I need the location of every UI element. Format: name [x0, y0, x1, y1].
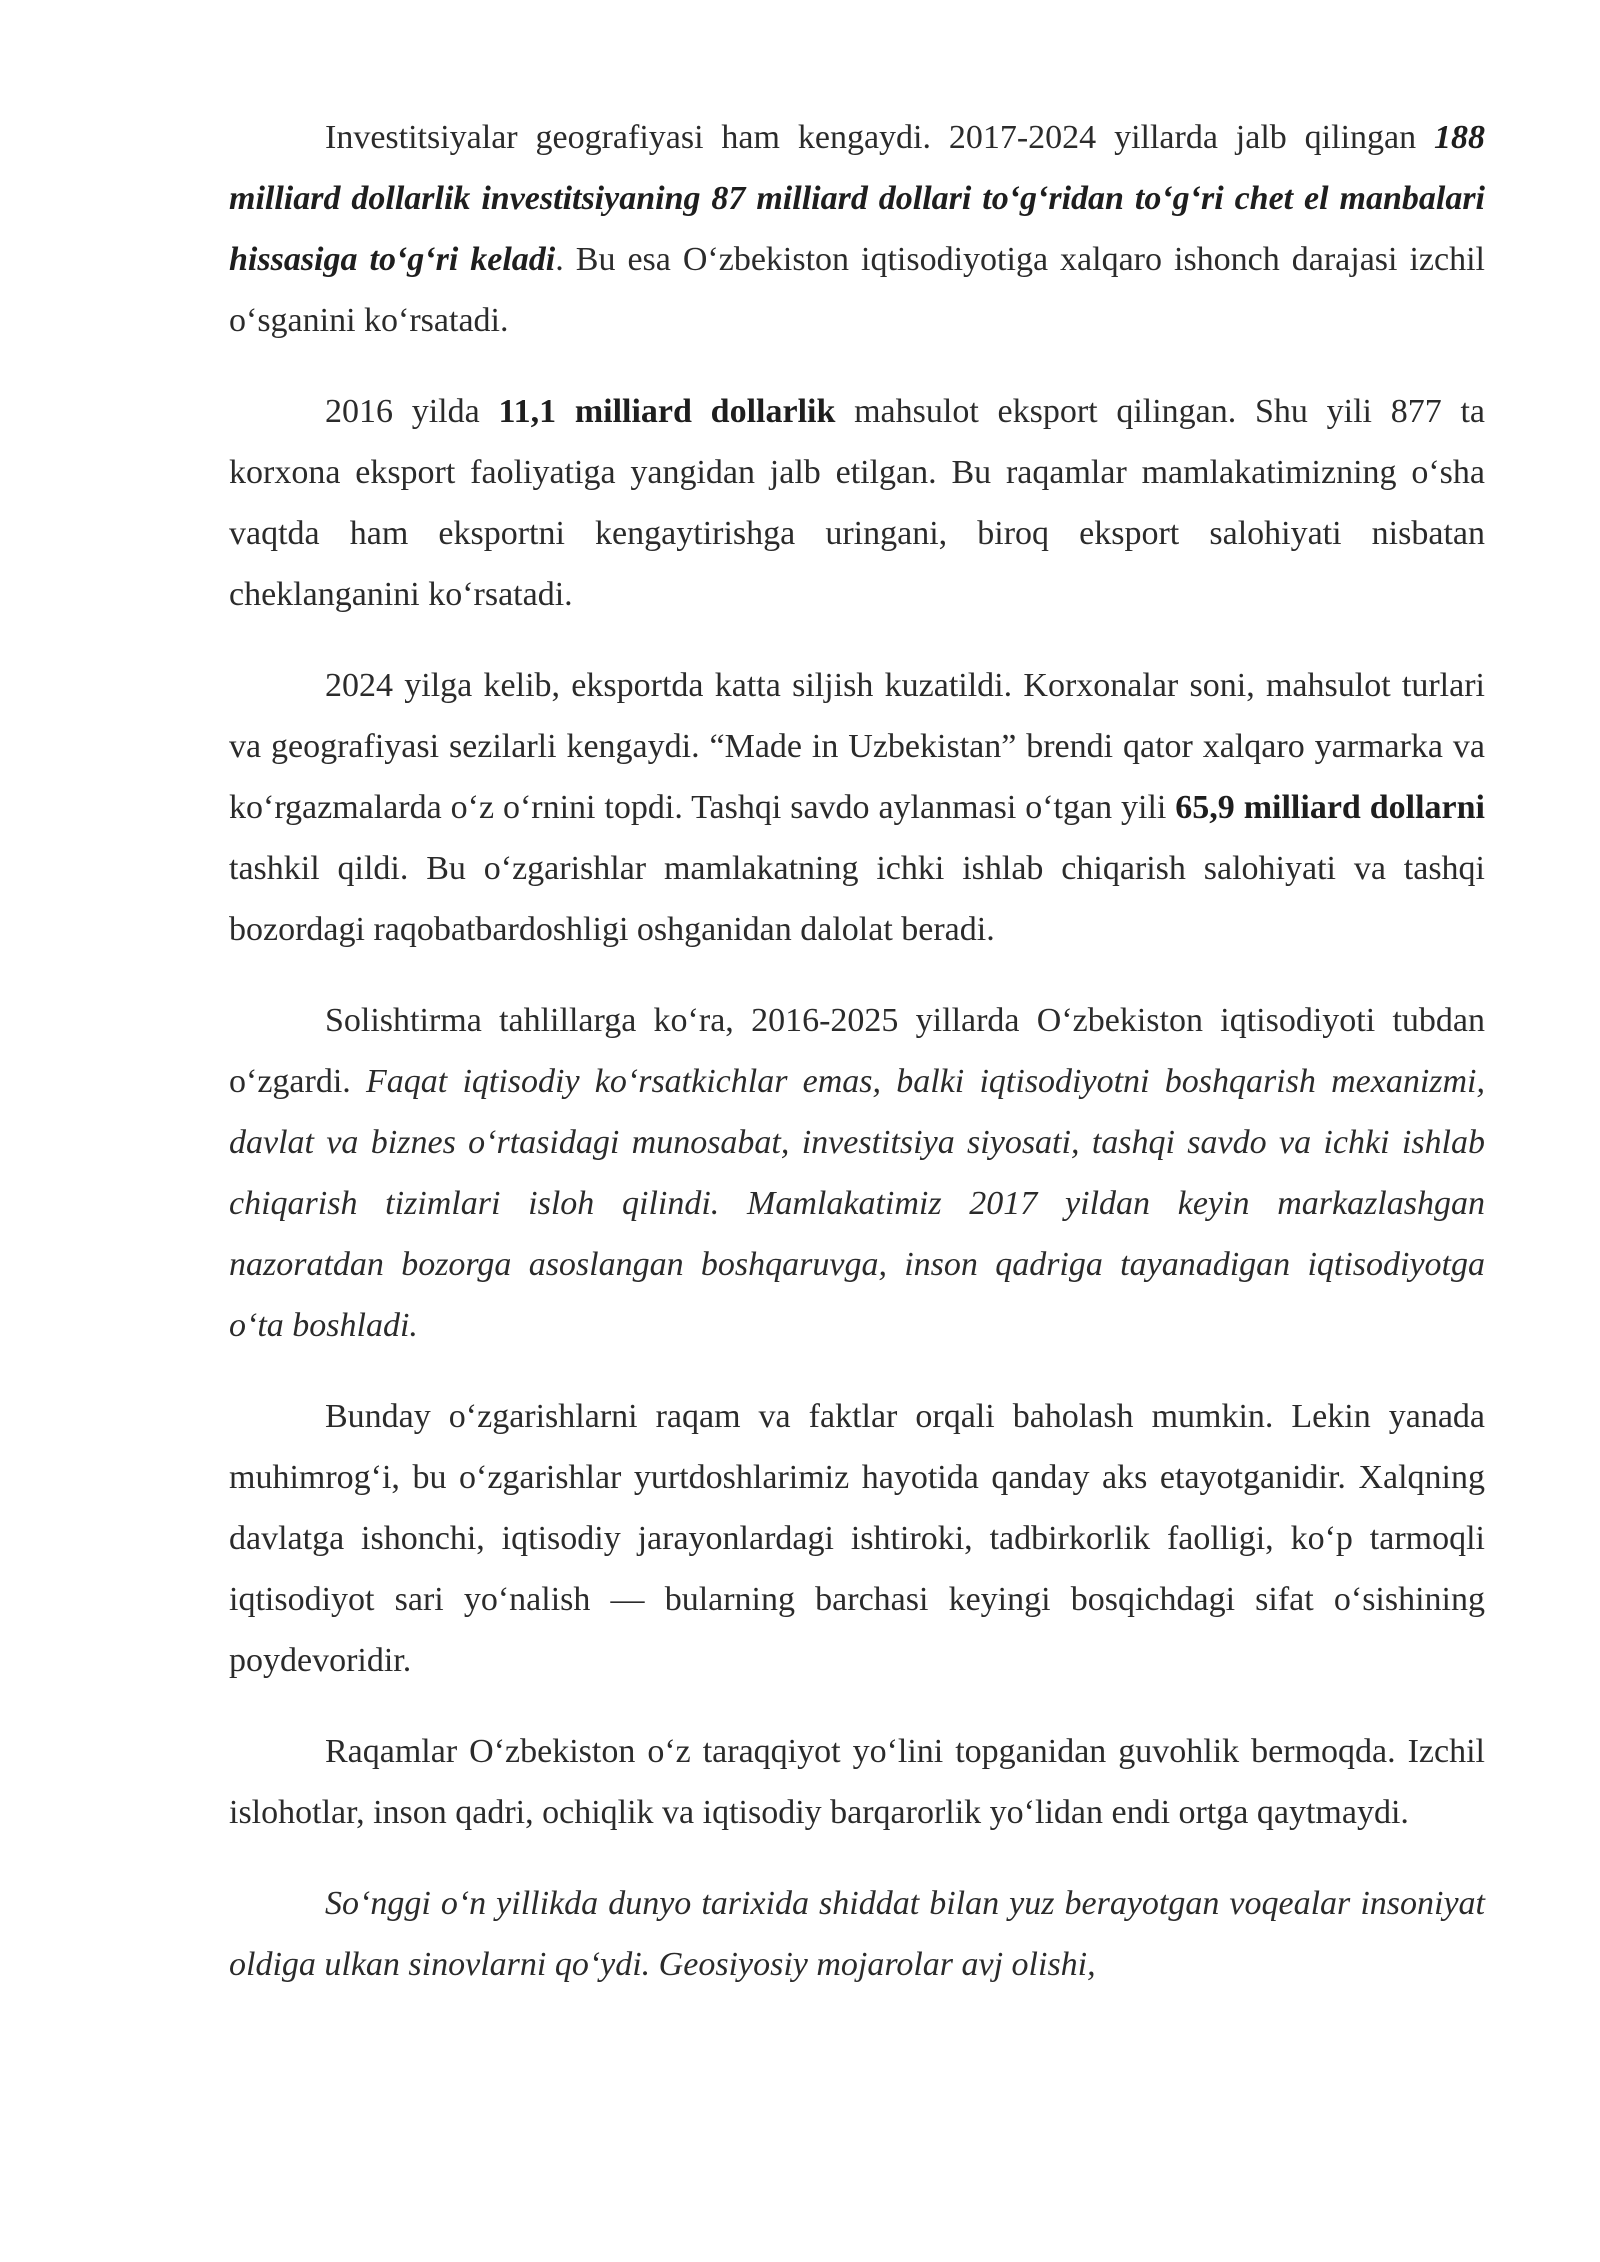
paragraph-text: . Bu esa O‘zbekiston iqtisodiyotiga xalqaro ishonch darajasi izchil o‘sganini ko‘rsatadi.	[229, 241, 1486, 339]
paragraph-evaluation	[229, 1386, 1485, 1691]
paragraph-export-2016	[229, 381, 1485, 625]
emphasis-text: So‘nggi o‘n yillikda dunyo tarixida shiddat bilan yuz berayotgan voqealar insoniyat oldiga ulkan sinovlarni qo‘ydi. Geosiyosiy mojarolar avj olishi,	[229, 1885, 1485, 1983]
paragraph-text: Investitsiyalar geografiyasi ham kengaydi. 2017-2024 yillarda jalb qilingan	[325, 119, 1434, 156]
paragraph-text: 2016 yilda	[325, 393, 499, 430]
paragraph-text: tashkil qildi. Bu o‘zgarishlar mamlakatning ichki ishlab chiqarish salohiyati va tashqi bozordagi raqobatbardoshligi oshganidan dalolat beradi.	[229, 850, 1485, 948]
emphasis-text: Faqat iqtisodiy ko‘rsatkichlar emas, balki iqtisodiyotni boshqarish mexanizmi, davlat va biznes o‘rtasidagi munosabat, investitsiya siyosati, tashqi savdo va ichki ishlab chiqarish tizimlari isloh qilindi. Mamlakatimiz 2017 yildan keyin markazlashgan nazoratdan bozorga asoslangan boshqaruvga, inson qadriga tayanadigan iqtisodiyotga o‘ta boshladi.	[229, 1063, 1485, 1344]
document-page	[229, 107, 1485, 1995]
paragraph-global-challenges	[229, 1873, 1485, 1995]
paragraph-text: 2024 yilga kelib, eksportda katta siljish kuzatildi. Korxonalar soni, mahsulot turlari va geografiyasi sezilarli kengaydi. “Made in Uzbekistan” brendi qator xalqaro yarmarka va ko‘rgazmalarda o‘z o‘rnini topdi. Tashqi savdo aylanmasi o‘tgan yili	[229, 667, 1485, 826]
paragraph-export-2024	[229, 655, 1485, 960]
emphasis-text: 11,1 milliard dollarlik	[498, 393, 836, 430]
paragraph-text: mahsulot eksport qilingan. Shu yili 877 ta korxona eksport faoliyatiga yangidan jalb etilgan. Bu raqamlar mamlakatimizning o‘sha vaqtda ham eksportni kengaytirishga uringani, biroq eksport salohiyati nisbatan cheklanganini ko‘rsatadi.	[229, 393, 1486, 613]
paragraph-investment-geography	[229, 107, 1485, 351]
paragraph-comparative-analysis	[229, 990, 1485, 1356]
paragraph-development-path	[229, 1721, 1485, 1843]
paragraph-text: Solishtirma tahlillarga ko‘ra, 2016-2025 yillarda O‘zbekiston iqtisodiyoti tubdan o‘zgardi.	[229, 1002, 1485, 1100]
paragraph-text: Bunday o‘zgarishlarni raqam va faktlar orqali baholash mumkin. Lekin yanada muhimrog‘i, bu o‘zgarishlar yurtdoshlarimiz hayotida qanday aks etayotganidir. Xalqning davlatga ishonchi, iqtisodiy jarayonlardagi ishtiroki, tadbirkorlik faolligi, ko‘p tarmoqli iqtisodiyot sari yo‘nalish — bularning barchasi keyingi bosqichdagi sifat o‘sishining poydevoridir.	[229, 1398, 1485, 1679]
emphasis-text: 188 milliard dollarlik investitsiyaning 87 milliard dollari to‘g‘ridan to‘g‘ri chet el manbalari hissasiga to‘g‘ri keladi	[229, 119, 1485, 278]
emphasis-text: 65,9 milliard dollarni	[1175, 789, 1485, 826]
paragraph-text: Raqamlar O‘zbekiston o‘z taraqqiyot yo‘lini topganidan guvohlik bermoqda. Izchil islohotlar, inson qadri, ochiqlik va iqtisodiy barqarorlik yo‘lidan endi ortga qaytmaydi.	[229, 1733, 1485, 1831]
